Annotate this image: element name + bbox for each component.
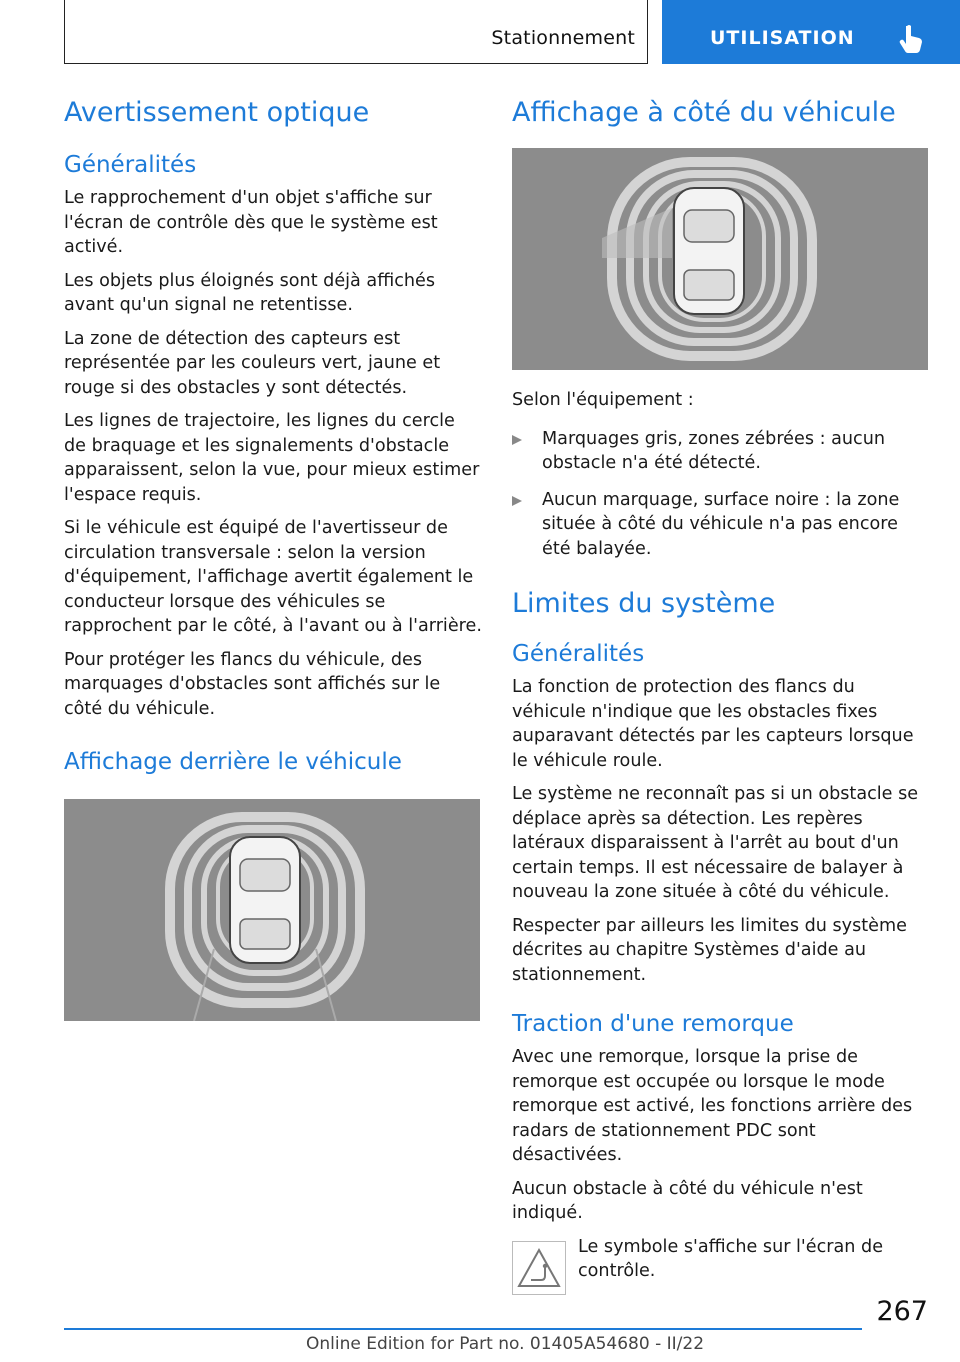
section-title-optical-warning: Avertissement optique [64,97,370,128]
marking-list [512,427,930,562]
left-column [64,96,482,1021]
subtitle-trailer: Traction d'une remorque [512,1011,794,1037]
rear-view-illustration [64,799,480,1021]
footer-divider [64,1328,862,1330]
paragraph: Les lignes de trajectoire, les lignes du cercle de braquage et les signalements d'obstacle apparaissent, selon la vue, pour mieux estimer l'espace requis. [64,411,480,505]
paragraph: La fonction de protection des flancs du véhicule n'indique que les obstacles fixes auparavant détectés par les capteurs lorsque le véhicule roule. [512,677,914,771]
paragraph: Pour protéger les flancs du véhicule, des marquages d'obstacles sont affichés sur le côté du véhicule. [64,649,441,719]
list-item [512,488,930,562]
paragraph: Aucun obstacle à côté du véhicule n'est indiqué. [512,1178,863,1223]
trailer-warning-icon [512,1241,566,1295]
paragraph: Si le véhicule est équipé de l'avertisseur de circulation transversale : selon la version d'équipement, l'affichage avertit également le conducteur lorsque des véhicules se rapprochent par le côté, à l'avant ou à l'arrière. [64,518,482,636]
warning-text: Le symbole s'affiche sur l'écran de contrôle. [578,1236,884,1281]
list-item [512,427,930,476]
right-column [512,96,930,1297]
page-number: 267 [876,1296,928,1327]
paragraph: La zone de détection des capteurs est représentée par les couleurs vert, jaune et rouge si des obstacles y sont détectés. [64,328,441,398]
side-view-illustration [512,148,928,370]
header-section-box [64,0,648,64]
subtitle-rear-display: Affichage derrière le véhicule [64,749,402,775]
section-title-side-display: Affichage à côté du véhicule [512,97,896,128]
list-item-text: Marquages gris, zones zébrées : aucun obstacle n'a été détecté. [542,428,886,473]
header-section-title: Stationnement [491,27,635,49]
warning-symbol-row [512,1235,930,1297]
paragraph: Le rapprochement d'un objet s'affiche sur l'écran de contrôle dès que le système est activé. [64,188,438,257]
header-chapter-tab [662,0,960,64]
section-title-system-limits: Limites du système [512,588,776,619]
paragraph: Avec une remorque, lorsque la prise de remorque est occupée ou lorsque le mode remorque est activé, les fonctions arrière des radars de stationnement PDC sont désactivées. [512,1047,913,1165]
pointing-hand-icon [898,24,924,54]
list-item-text: Aucun marquage, surface noire : la zone située à côté du véhicule n'a pas encore été balayée. [542,489,900,559]
footer-edition: Online Edition for Part no. 01405A54680 - II/22 [306,1334,705,1354]
paragraph: Le système ne reconnaît pas si un obstacle se déplace après sa détection. Les repères latéraux disparaissent à l'arrêt au bout d'un certain temps. Il est nécessaire de balayer à nouveau la zone située à côté du véhicule. [512,784,919,902]
header-chapter-title: UTILISATION [710,27,855,49]
paragraph: Respecter par ailleurs les limites du système décrites au chapitre Systèmes d'aide au stationnement. [512,915,907,985]
subtitle-general: Généralités [64,152,197,178]
subtitle-general: Généralités [512,641,645,667]
bullet-arrow-icon [512,435,522,445]
bullet-arrow-icon [512,496,522,506]
equipment-intro: Selon l'équipement : [512,390,694,410]
paragraph: Les objets plus éloignés sont déjà affichés avant qu'un signal ne retentisse. [64,270,436,315]
